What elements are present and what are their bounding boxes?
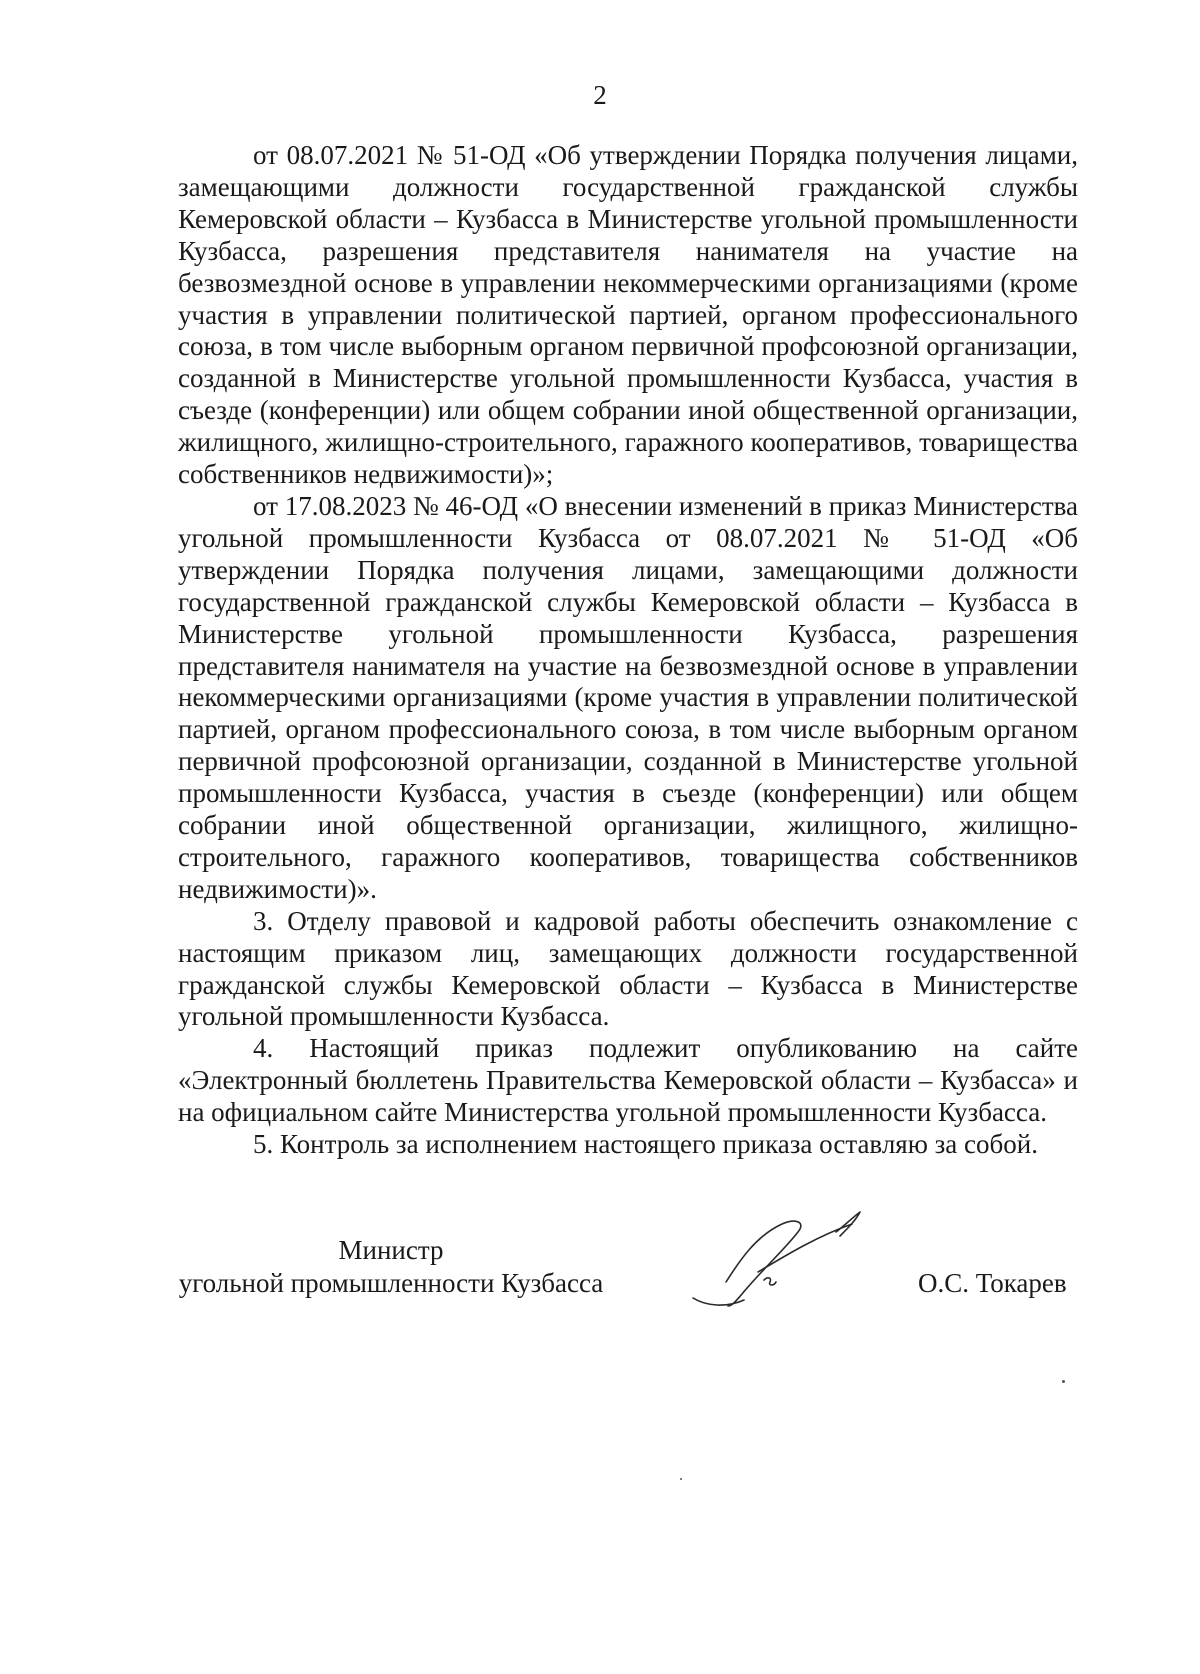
paragraph-item-5: 5. Контроль за исполнением настоящего приказа оставляю за собой.	[253, 1129, 1038, 1160]
page-number: 2	[593, 80, 607, 110]
signer-position-title: Министр	[338, 1235, 444, 1265]
paragraph-item-4: 4. Настоящий приказ подлежит опубликованию на сайте «Электронный бюллетень Правительства Кемеровской области – Кузбасса» и на официальном сайте Министерства угольной промышленности Кузбасса.	[178, 1033, 1078, 1128]
handwritten-signature	[688, 1202, 898, 1312]
paragraph-order-51-od: от 08.07.2021 № 51-ОД «Об утверждении Порядка получения лицами, замещающими должности государственной гражданской службы Кемеровской области – Кузбасса в Министерстве угольной промышленности Кузбасса, разрешения представителя нанимателя на участие на безвозмездной основе в управлении некоммерческими организациями (кроме участия в управлении политической партией, органом профессионального союза, в том числе выборным органом первичной профсоюзной организации, созданной в Министерстве угольной промышленности Кузбасса, участия в съезде (конференции) или общем собрании иной общественной организации, жилищного, жилищно-строительного, гаражного кооперативов, товарищества собственников недвижимости)»;	[178, 140, 1078, 490]
paragraph-item-3: 3. Отделу правовой и кадровой работы обеспечить ознакомление с настоящим приказом лиц, замещающих должности государственной гражданской службы Кемеровской области – Кузбасса в Министерстве угольной промышленности Кузбасса.	[178, 905, 1078, 1032]
scan-speck	[680, 1478, 682, 1480]
signer-position-organization: угольной промышленности Кузбасса	[178, 1268, 604, 1298]
scan-speck	[1062, 1380, 1065, 1383]
signer-position	[176, 1234, 606, 1300]
document-body	[178, 140, 1078, 1161]
paragraph-order-46-od: от 17.08.2023 № 46-ОД «О внесении изменений в приказ Министерства угольной промышленности Кузбасса от 08.07.2021 № 51-ОД «Об утверждении Порядка получения лицами, замещающими должности государственной гражданской службы Кемеровской области – Кузбасса в Министерстве угольной промышленности Кузбасса, разрешения представителя нанимателя на участие на безвозмездной основе в управлении некоммерческими организациями (кроме участия в управлении политической партией, органом профессионального союза, в том числе выборным органом первичной профсоюзной организации, созданной в Министерстве угольной промышленности Кузбасса, участия в съезде (конференции) или общем собрании иной общественной организации, жилищного, жилищно-строительного, гаражного кооперативов, товарищества собственников недвижимости)».	[178, 490, 1078, 904]
signer-name: О.С. Токарев	[918, 1268, 1067, 1298]
signature-block	[0, 1234, 1200, 1344]
